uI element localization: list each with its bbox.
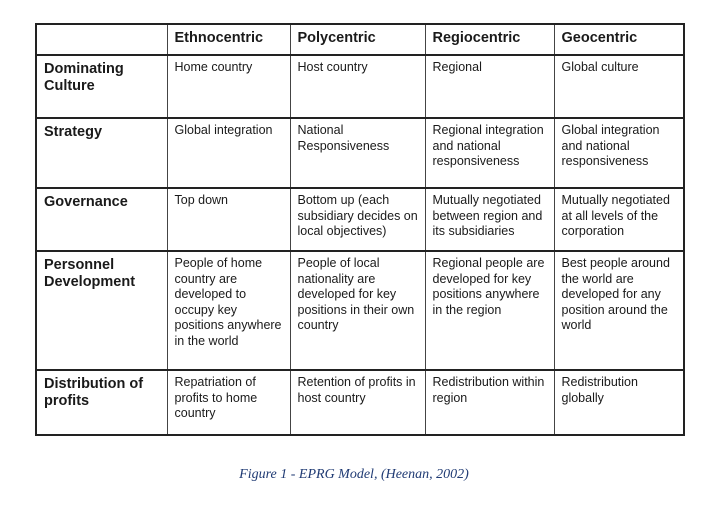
table-cell: Regional xyxy=(425,55,554,118)
figure-caption: Figure 1 - EPRG Model, (Heenan, 2002) xyxy=(239,467,469,482)
table-cell: Bottom up (each subsidiary decides on local objectives) xyxy=(290,188,425,251)
table-cell: Best people around the world are developed for any position around the world xyxy=(554,251,684,370)
table-cell: Retention of profits in host country xyxy=(290,370,425,435)
table-cell: Mutually negotiated at all levels of the corporation xyxy=(554,188,684,251)
eprg-table-container xyxy=(35,23,683,436)
eprg-table xyxy=(35,23,685,436)
row-label-personnel-development: Personnel Development xyxy=(36,251,167,370)
table-row xyxy=(36,370,684,435)
row-label-dominating-culture: Dominating Culture xyxy=(36,55,167,118)
table-cell: Regional people are developed for key positions anywhere in the region xyxy=(425,251,554,370)
header-ethnocentric: Ethnocentric xyxy=(167,24,290,55)
table-row xyxy=(36,251,684,370)
table-cell: Mutually negotiated between region and its subsidiaries xyxy=(425,188,554,251)
table-cell: People of local nationality are developed for key positions in their own country xyxy=(290,251,425,370)
table-cell: Redistribution globally xyxy=(554,370,684,435)
table-cell: Redistribution within region xyxy=(425,370,554,435)
row-label-distribution-of-profits: Distribution of profits xyxy=(36,370,167,435)
table-cell: National Responsiveness xyxy=(290,118,425,188)
table-row xyxy=(36,118,684,188)
table-cell: Home country xyxy=(167,55,290,118)
header-geocentric: Geocentric xyxy=(554,24,684,55)
table-cell: Regional integration and national responsiveness xyxy=(425,118,554,188)
table-cell: Global culture xyxy=(554,55,684,118)
header-polycentric: Polycentric xyxy=(290,24,425,55)
row-label-governance: Governance xyxy=(36,188,167,251)
row-label-strategy: Strategy xyxy=(36,118,167,188)
table-cell: Top down xyxy=(167,188,290,251)
header-regiocentric: Regiocentric xyxy=(425,24,554,55)
table-row xyxy=(36,188,684,251)
table-cell: Global integration and national responsiveness xyxy=(554,118,684,188)
table-row xyxy=(36,55,684,118)
table-cell: Global integration xyxy=(167,118,290,188)
table-cell: Repatriation of profits to home country xyxy=(167,370,290,435)
header-row xyxy=(36,24,684,55)
table-cell: People of home country are developed to occupy key positions anywhere in the world xyxy=(167,251,290,370)
corner-cell xyxy=(36,24,167,55)
table-cell: Host country xyxy=(290,55,425,118)
